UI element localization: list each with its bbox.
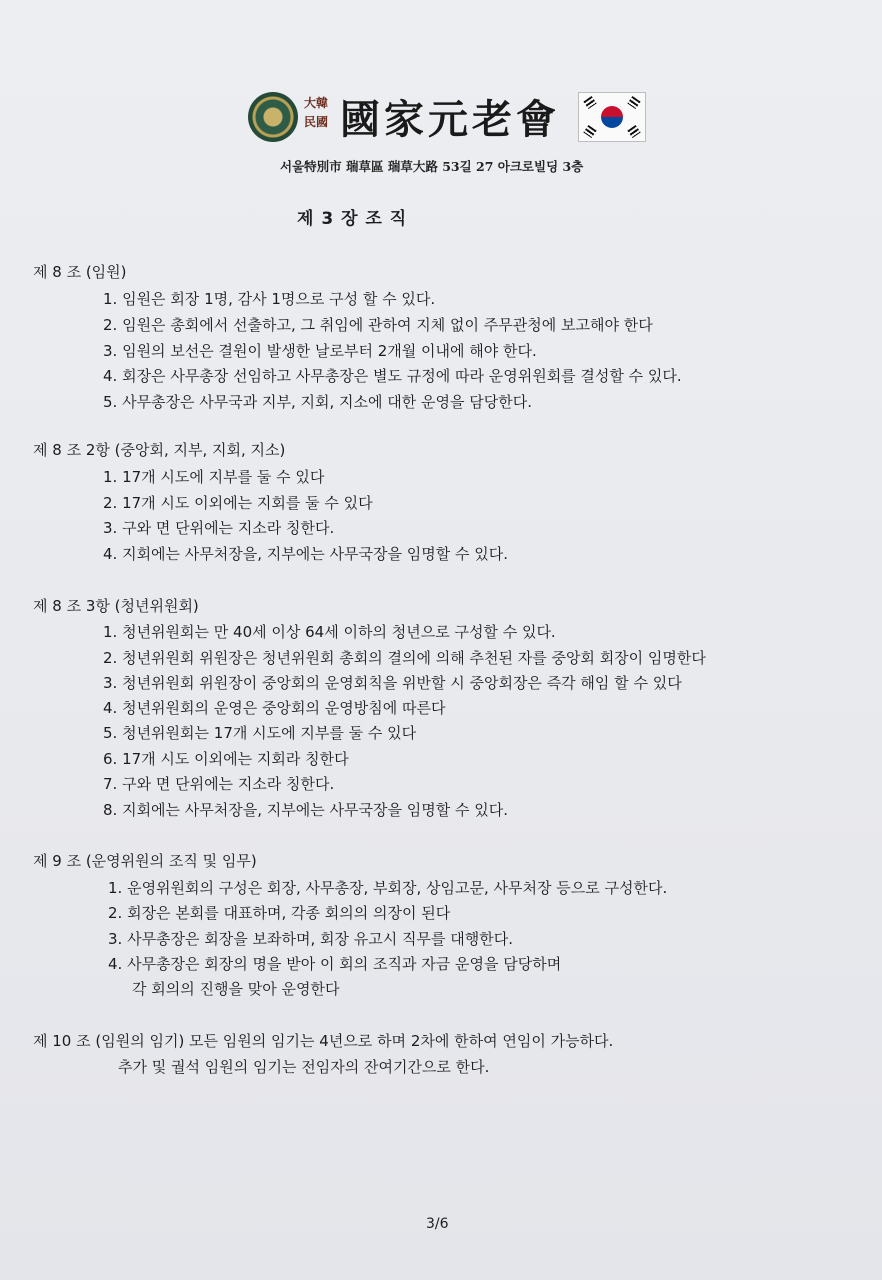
- list-item: 2. 임원은 총회에서 선출하고, 그 취임에 관하여 지체 없이 주무관청에 보고해야 한다: [103, 316, 653, 334]
- list-item: 4. 사무총장은 회장의 명을 받아 이 회의 조직과 자금 운영을 담당하며: [108, 955, 562, 973]
- list-item: 1. 임원은 회장 1명, 감사 1명으로 구성 할 수 있다.: [103, 290, 436, 308]
- korean-flag-icon: [578, 92, 646, 142]
- letterhead: [248, 88, 648, 148]
- emblem-icon: [248, 92, 298, 142]
- list-item: 2. 회장은 본회를 대표하며, 각종 회의의 의장이 된다: [108, 904, 451, 922]
- list-item: 3. 사무총장은 회장을 보좌하며, 회장 유고시 직무를 대행한다.: [108, 930, 513, 948]
- list-item: 5. 청년위원회는 17개 시도에 지부를 둘 수 있다: [103, 724, 417, 742]
- section-heading: 제 9 조 (운영위원의 조직 및 임무): [33, 852, 257, 870]
- page-number: 3/6: [426, 1216, 449, 1232]
- list-item: 7. 구와 면 단위에는 지소라 칭한다.: [103, 775, 335, 793]
- list-item: 1. 17개 시도에 지부를 둘 수 있다: [103, 468, 325, 486]
- list-item: 2. 청년위원회 위원장은 청년위원회 총회의 결의에 의해 추천된 자를 중앙회 회장이 임명한다: [103, 649, 706, 667]
- list-item: 8. 지회에는 사무처장을, 지부에는 사무국장을 임명할 수 있다.: [103, 801, 508, 819]
- list-item-continuation: 각 회의의 진행을 맞아 운영한다: [132, 980, 340, 998]
- letterhead-subname: 大韓民國: [304, 96, 329, 129]
- list-item-continuation: 추가 및 궐석 임원의 임기는 전임자의 잔여기간으로 한다.: [118, 1058, 490, 1076]
- list-item: 2. 17개 시도 이외에는 지회를 둘 수 있다: [103, 494, 373, 512]
- list-item: 5. 사무총장은 사무국과 지부, 지회, 지소에 대한 운영을 담당한다.: [103, 393, 533, 411]
- section-heading: 제 10 조 (임원의 임기) 모든 임원의 임기는 4년으로 하며 2차에 한하여 연임이 가능하다.: [33, 1032, 614, 1050]
- list-item: 1. 운영위원회의 구성은 회장, 사무총장, 부회장, 상임고문, 사무처장 등으로 구성한다.: [108, 879, 668, 897]
- list-item: 3. 구와 면 단위에는 지소라 칭한다.: [103, 519, 335, 537]
- section-heading: 제 8 조 (임원): [33, 263, 127, 281]
- list-item: 4. 지회에는 사무처장을, 지부에는 사무국장을 임명할 수 있다.: [103, 545, 508, 563]
- organization-name: 國家元老會: [340, 96, 560, 143]
- section-heading: 제 8 조 2항 (중앙회, 지부, 지회, 지소): [33, 441, 286, 459]
- address-line: 서울特別市 瑞草區 瑞草大路 53길 27 아크로빌딩 3층: [280, 159, 584, 174]
- list-item: 4. 청년위원회의 운영은 중앙회의 운영방침에 따른다: [103, 699, 446, 717]
- list-item: 1. 청년위원회는 만 40세 이상 64세 이하의 청년으로 구성할 수 있다.: [103, 623, 556, 641]
- list-item: 4. 회장은 사무총장 선임하고 사무총장은 별도 규정에 따라 운영위원회를 결성할 수 있다.: [103, 367, 682, 385]
- chapter-title: 제 3 장 조 직: [297, 209, 408, 229]
- list-item: 3. 임원의 보선은 결원이 발생한 날로부터 2개월 이내에 해야 한다.: [103, 342, 537, 360]
- list-item: 3. 청년위원회 위원장이 중앙회의 운영회칙을 위반할 시 중앙회장은 즉각 해임 할 수 있다: [103, 674, 682, 692]
- list-item: 6. 17개 시도 이외에는 지회라 칭한다: [103, 750, 349, 768]
- section-heading: 제 8 조 3항 (청년위원회): [33, 597, 199, 615]
